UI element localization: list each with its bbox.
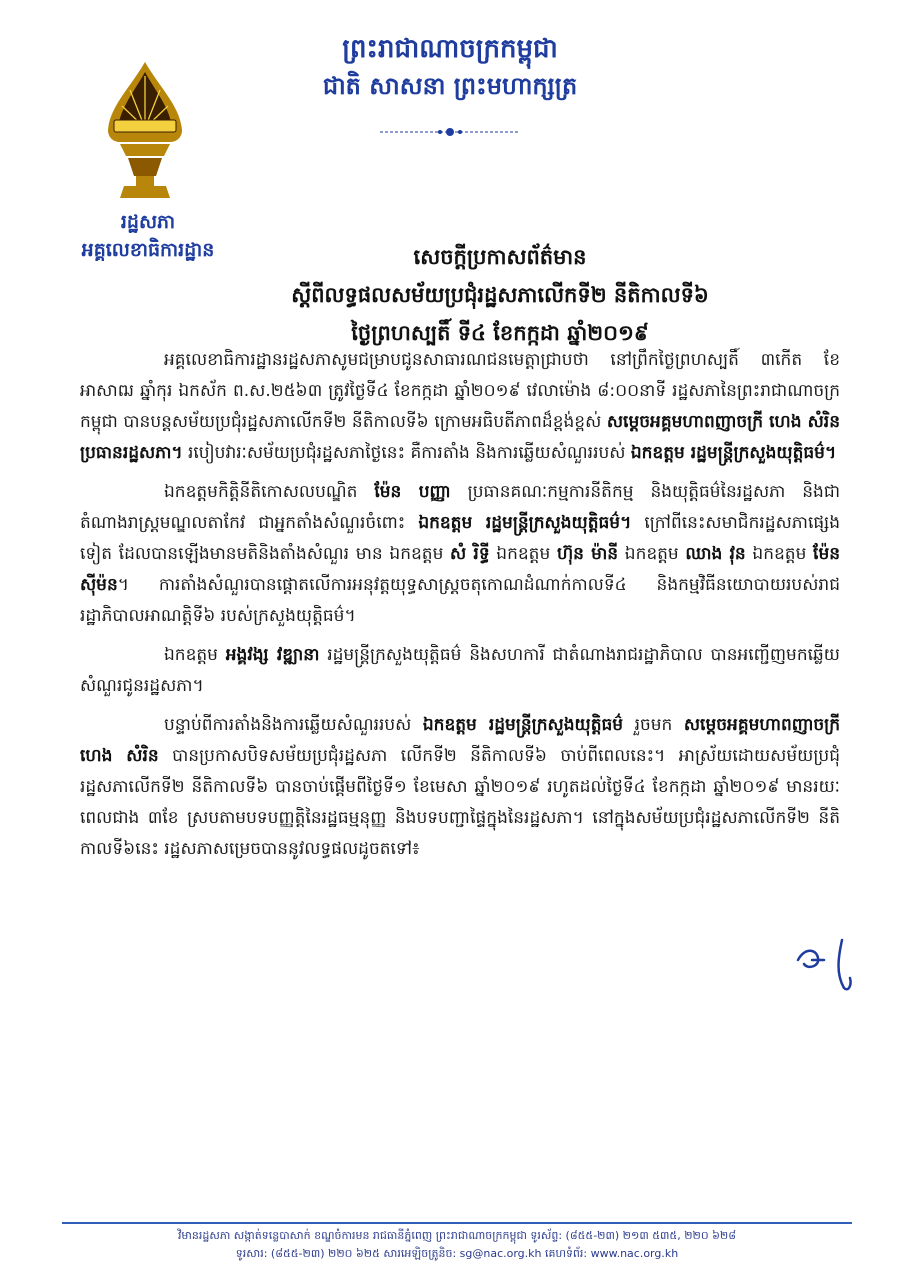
title-line3: ថ្ងៃព្រហស្បតិ៍ ទី៤ ខែកក្កដា ឆ្នាំ២០១៩ bbox=[351, 321, 649, 345]
p2-text-k: ឯកឧត្តម bbox=[745, 544, 814, 564]
p2-text-a: ឯកឧត្តមកិត្តិនីតិកោសលបណ្ឌិត bbox=[164, 482, 375, 502]
kingdom-header bbox=[290, 30, 610, 104]
footer-contact bbox=[62, 1227, 852, 1263]
p3-text-c: រដ្ឋមន្ត្រីក្រសួងយុត្តិធម៌ និងសហការី ជាតំណាងរាជរដ្ឋាភិបាល បានអញ្ជើញមកឆ្លើយសំណួរជូនរដ្ឋសភា។ bbox=[80, 645, 840, 696]
footer-address: វិមានរដ្ឋសភា សង្កាត់ទន្លេបាសាក់ ខណ្ឌចំការមន រាជធានីភ្នំពេញ ព្រះរាជាណាចក្រកម្ពុជា ទូរស័ព្ទ: (៨៥៥-២៣) ២១៣ ៥៣៥, ២២០ ៦២៨ bbox=[177, 1229, 737, 1242]
p2-text-c: ប្រធានគណៈកម្មការនីតិកម្ម និងយុត្តិធម៌នៃរដ្ឋសភា និងជាតំណាងរាស្ត្រមណ្ឌលតាកែវ ជាអ្នកតាំងសំណួរចំពោះ bbox=[80, 482, 840, 533]
national-assembly-emblem-icon bbox=[100, 58, 190, 208]
p4-bold-minister: ឯកឧត្តម រដ្ឋមន្ត្រីក្រសួងយុត្តិធម៌ bbox=[422, 715, 624, 735]
p1-bold-president: សម្តេចអគ្គមហាពញាចក្រី ហេង សំរិន ប្រធានរដ្ឋសភា។ bbox=[80, 412, 840, 463]
document-title bbox=[200, 238, 800, 352]
footer-divider bbox=[62, 1222, 852, 1224]
p2-bold-name-1: ម៉ែន បញ្ញា bbox=[374, 482, 451, 502]
title-line2: ស្តីពីលទ្ធផលសម័យប្រជុំរដ្ឋសភាលើកទី២ នីតិកាលទី៦ bbox=[291, 283, 709, 307]
dept-line1: រដ្ឋសភា bbox=[120, 211, 176, 233]
p2-bold-name-5: ម៉ែន ស៊ីម៉ន bbox=[80, 544, 841, 595]
p4-text-c: រួចមក bbox=[623, 715, 684, 735]
paragraph-1 bbox=[80, 345, 840, 469]
p2-text-e: ក្រៅពីនេះសមាជិករដ្ឋសភាផ្សេងទៀត ដែលបានឡើងមានមតិនិងតាំងសំណួរ មាន ឯកឧត្តម bbox=[80, 513, 840, 564]
p4-bold-president: សម្តេចអគ្គមហាពញាចក្រី ហេង សំរិន bbox=[80, 715, 840, 766]
p1-text-c: របៀបវារៈសម័យប្រជុំរដ្ឋសភាថ្ងៃនេះ គឺការតាំង និងការឆ្លើយសំណួររបស់ bbox=[182, 443, 631, 463]
p2-bold-minister: ឯកឧត្តម រដ្ឋមន្ត្រីក្រសួងយុត្តិធម៌។ bbox=[418, 513, 632, 533]
ornament-divider-icon bbox=[380, 126, 520, 138]
paragraph-3 bbox=[80, 640, 840, 702]
p2-text-i: ឯកឧត្តម bbox=[618, 544, 686, 564]
p3-bold-minister-name: អង្គវង្ស វឌ្ឍានា bbox=[225, 645, 320, 665]
p1-text-a: អគ្គលេខាធិការដ្ឋានរដ្ឋសភាសូមជម្រាបជូនសាធារណជនមេត្តាជ្រាបថា នៅព្រឹកថ្ងៃព្រហស្បតិ៍ ៣កើត ខែអាសាឍ ឆ្នាំកុរ ឯកស័ក ព.ស.២៥៦៣ ត្រូវថ្ងៃទី៤ ខែកក្កដា ឆ្នាំ២០១៩ វេលាម៉ោង ៨:០០នាទី រដ្ឋសភានៃព្រះរាជាណាចក្រកម្ពុជា បានបន្តសម័យប្រជុំរដ្ឋសភាលើកទី២ នីតិកាលទី៦ ក្រោមអធិបតីភាពដ៏ខ្ពង់ខ្ពស់ bbox=[80, 350, 840, 432]
p4-text-a: បន្ទាប់ពីការតាំងនិងការឆ្លើយសំណួររបស់ bbox=[164, 715, 423, 735]
p3-text-a: ឯកឧត្តម bbox=[164, 645, 226, 665]
title-line1: សេចក្តីប្រកាសព័ត៌មាន bbox=[413, 245, 587, 269]
handwritten-initials-icon bbox=[790, 930, 870, 1000]
national-motto: ជាតិ សាសនា ព្រះមហាក្សត្រ bbox=[322, 72, 578, 100]
p2-bold-name-3: ហ៊ុន ម៉ានី bbox=[556, 544, 619, 564]
p2-bold-name-2: សំ រិទ្ធី bbox=[450, 544, 490, 564]
p4-text-e: បានប្រកាសបិទសម័យប្រជុំរដ្ឋសភា លើកទី២ នីតិកាលទី៦ ចាប់ពីពេលនេះ។ អាស្រ័យដោយសម័យប្រជុំរដ្ឋសភាលើកទី២ នីតិកាលទី៦ បានចាប់ផ្តើមពីថ្ងៃទី១ ខែមេសា ឆ្នាំ២០១៩ រហូតដល់ថ្ងៃទី៤ ខែកក្កដា ឆ្នាំ២០១៩ មានរយៈពេលជាង ៣ខែ ស្របតាមបទបញ្ញត្តិនៃរដ្ឋធម្មនុញ្ញ និងបទបញ្ជាផ្ទៃក្នុងនៃរដ្ឋសភា។ នៅក្នុងសម័យប្រជុំរដ្ឋសភាលើកទី២ នីតិកាលទី៦នេះ រដ្ឋសភាសម្រេចបាននូវលទ្ធផលដូចតទៅ៖ bbox=[80, 746, 840, 859]
p2-text-m: ។ ការតាំងសំណួរបានផ្តោតលើការអនុវត្តយុទ្ធសាស្ត្រចតុកោណដំណាក់កាលទី៤ និងកម្មវិធីនយោបាយរបស់រាជរដ្ឋាភិបាលអាណត្តិទី៦ របស់ក្រសួងយុត្តិធម៌។ bbox=[80, 575, 840, 626]
document-body bbox=[80, 345, 840, 873]
dept-line2: អគ្គលេខាធិការដ្ឋាន bbox=[81, 239, 215, 261]
p2-bold-name-4: ឈាង វុន bbox=[685, 544, 746, 564]
paragraph-2 bbox=[80, 477, 840, 632]
p1-bold-minister: ឯកឧត្តម រដ្ឋមន្ត្រីក្រសួងយុត្តិធម៌។ bbox=[630, 443, 837, 463]
footer-fax-email-web: ទូរសារ: (៨៥៥-២៣) ២២០ ៦២៥ សារអេឡិចត្រូនិច: sg@nac.org.kh គេហទំព័រ: www.nac.org.kh bbox=[235, 1247, 679, 1260]
paragraph-4 bbox=[80, 710, 840, 865]
p2-text-g: ឯកឧត្តម bbox=[489, 544, 557, 564]
kingdom-name: ព្រះរាជាណាចក្រកម្ពុជា bbox=[342, 34, 558, 64]
